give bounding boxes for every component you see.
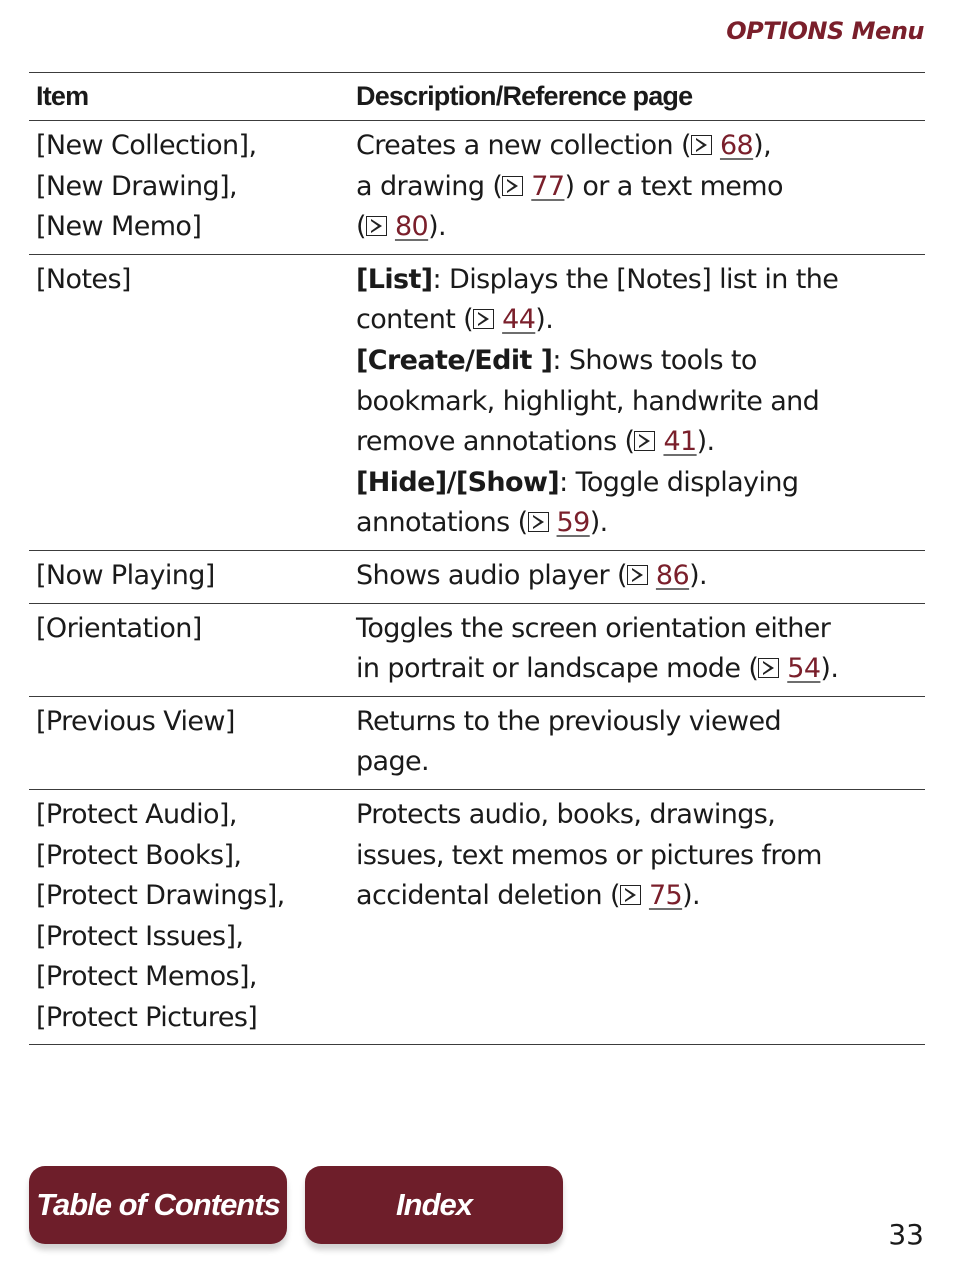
index-button[interactable]: Index (305, 1166, 563, 1244)
term-label: [Create/Edit ] (356, 344, 553, 376)
desc-line (356, 300, 925, 341)
desc-line: bookmark, highlight, handwrite and (356, 385, 820, 417)
desc-line: Returns to the previously viewed (356, 705, 782, 737)
column-header-item: Item (29, 73, 349, 121)
reference-arrow-icon (620, 885, 641, 905)
item-cell (29, 121, 349, 255)
desc-text: ( (356, 211, 366, 243)
desc-text: ). (428, 211, 447, 243)
item-line: [Notes] (36, 263, 131, 295)
item-line: [Orientation] (36, 612, 202, 644)
table-row (29, 121, 925, 255)
description-cell (349, 121, 925, 255)
desc-text: annotations ( (356, 507, 528, 539)
column-header-description: Description/Reference page (349, 73, 925, 121)
item-line: [Protect Audio], (36, 798, 237, 830)
description-cell (349, 603, 925, 696)
desc-line (356, 503, 925, 544)
desc-line: page. (356, 746, 430, 778)
reference-arrow-icon (691, 135, 712, 155)
desc-text: ). (589, 507, 608, 539)
desc-line (356, 260, 925, 301)
item-line: [Protect Drawings], (36, 880, 285, 912)
page-number: 33 (888, 1218, 924, 1251)
item-line: [Previous View] (36, 705, 235, 737)
desc-text: ). (535, 304, 554, 336)
page-reference-link[interactable]: 44 (502, 304, 536, 336)
desc-line (356, 556, 925, 597)
table-row (29, 550, 925, 603)
item-cell (29, 696, 349, 789)
term-label: [List] (356, 263, 433, 295)
term-label: [Hide]/[Show] (356, 466, 560, 498)
reference-arrow-icon (528, 512, 549, 532)
item-cell (29, 603, 349, 696)
desc-line: issues, text memos or pictures from (356, 839, 822, 871)
item-cell (29, 254, 349, 550)
item-line: [Protect Pictures] (36, 1001, 258, 1033)
reference-arrow-icon (627, 565, 648, 585)
item-line: [New Collection], (36, 130, 257, 161)
table-row (29, 254, 925, 550)
reference-arrow-icon (758, 658, 779, 678)
page-reference-link[interactable]: 59 (556, 507, 590, 539)
table-header-row (29, 73, 925, 121)
item-line: [Protect Issues], (36, 920, 244, 952)
page-reference-link[interactable]: 77 (531, 170, 565, 202)
item-line: [Now Playing] (36, 559, 215, 591)
desc-text: ). (682, 880, 701, 912)
table-of-contents-button[interactable]: Table of Contents (29, 1166, 287, 1244)
page-reference-link[interactable]: 54 (787, 653, 821, 685)
desc-text: ). (696, 426, 715, 458)
item-cell (29, 550, 349, 603)
description-cell (349, 254, 925, 550)
options-table (29, 72, 925, 1045)
desc-text: Shows audio player ( (356, 559, 627, 591)
desc-text: content ( (356, 304, 474, 336)
desc-line (356, 207, 925, 248)
desc-line: Protects audio, books, drawings, (356, 798, 776, 830)
desc-text: ), (753, 130, 772, 161)
table-row (29, 696, 925, 789)
desc-text: in portrait or landscape mode ( (356, 653, 759, 685)
page-reference-link[interactable]: 86 (655, 559, 690, 591)
desc-line (356, 876, 925, 917)
desc-text: ) or a text memo (564, 170, 783, 202)
page-reference-link[interactable]: 41 (663, 426, 697, 458)
desc-text: remove annotations ( (356, 426, 635, 458)
desc-text: : Toggle displaying (559, 466, 799, 498)
reference-arrow-icon (366, 216, 387, 236)
desc-text: ). (689, 559, 708, 591)
desc-text: : Displays the [Notes] list in the (432, 263, 839, 295)
description-cell (349, 696, 925, 789)
item-cell (29, 789, 349, 1045)
reference-arrow-icon (634, 431, 655, 451)
section-title: OPTIONS Menu (726, 17, 924, 45)
page-reference-link[interactable]: 80 (394, 211, 429, 243)
reference-arrow-icon (473, 309, 494, 329)
desc-line (356, 463, 925, 504)
desc-line (356, 341, 925, 382)
page-reference-link[interactable]: 68 (719, 130, 754, 161)
item-line: [New Drawing], (36, 170, 237, 202)
table-row (29, 603, 925, 696)
desc-line (356, 126, 925, 167)
item-line: [Protect Memos], (36, 961, 257, 993)
item-line: [New Memo] (36, 211, 202, 243)
desc-text: Creates a new collection ( (356, 130, 691, 161)
desc-line: Toggles the screen orientation either (356, 612, 831, 644)
reference-arrow-icon (502, 176, 523, 196)
description-cell (349, 789, 925, 1045)
desc-line (356, 649, 925, 690)
item-line: [Protect Books], (36, 839, 242, 871)
page-reference-link[interactable]: 75 (648, 880, 683, 912)
desc-text: accidental deletion ( (356, 880, 620, 912)
desc-text: ). (820, 653, 839, 685)
description-cell (349, 550, 925, 603)
desc-line (356, 167, 925, 208)
desc-text: : Shows tools to (552, 344, 757, 376)
desc-line (356, 422, 925, 463)
desc-text: a drawing ( (356, 170, 503, 202)
table-row (29, 789, 925, 1045)
